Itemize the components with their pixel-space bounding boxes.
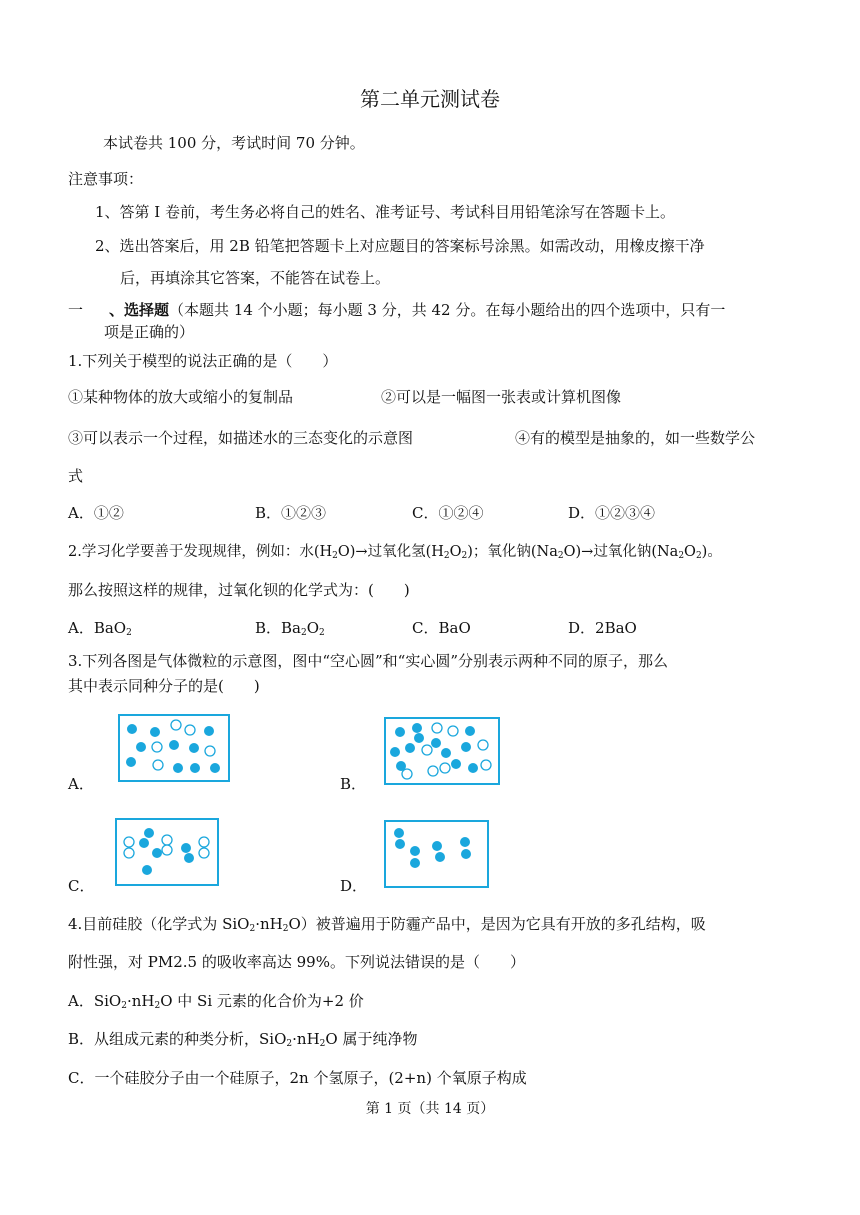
page-footer: 第 1 页（共 14 页）: [365, 1101, 495, 1117]
q2-option-b: B．$Ba_2O_2$: [255, 619, 325, 638]
particle-diagram-c: [117, 820, 217, 884]
q3-option-c-label: C．: [68, 877, 95, 895]
section-title: 、选择题: [109, 301, 170, 319]
q1-statement-2: ②可以是一幅图一张表或计算机图像: [381, 388, 622, 406]
q1-option-c: C．①②④: [412, 504, 484, 522]
q1-statement-4-cont: 式: [68, 467, 84, 485]
notice-item-2: 2、选出答案后，用 2B 铅笔把答题卡上对应题目的答案标号涂黑。如需改动，用橡皮擦干净: [95, 237, 705, 255]
q4-option-a: A．$SiO_2\cdot nH_2O$ 中 Si 元素的化合价为+2 价: [68, 992, 364, 1011]
q2-line-2: 那么按照这样的规律，过氧化钡的化学式为：( ): [68, 581, 410, 599]
q2-line-1: 2.学习化学要善于发现规律，例如：水$(H_2O)\to$过氧化氢$(H_2O_2)$；氧化钠$(Na_2O)\to$过氧化钠$(Na_2O_2)$。: [68, 544, 722, 561]
particle-diagram-a: [120, 716, 228, 780]
notice-label: 注意事项：: [68, 170, 144, 188]
q4-option-b: B．从组成元素的种类分析，$SiO_2\cdot nH_2O$ 属于纯净物: [68, 1030, 418, 1049]
q1-stem: 1.下列关于模型的说法正确的是（ ）: [68, 352, 338, 370]
particle-diagram-d: [386, 822, 487, 886]
intro-text: 本试卷共 100 分，考试时间 70 分钟。: [103, 134, 365, 152]
q1-option-a: A．①②: [68, 504, 124, 522]
section-desc-cont: 项是正确的）: [104, 323, 195, 341]
q3-figure-a: [118, 714, 230, 782]
q2-option-d: D．2BaO: [568, 619, 637, 637]
section-desc: （本题共 14 个小题；每小题 3 分，共 42 分。在每小题给出的四个选项中，只有一: [169, 301, 726, 319]
q4-line-2: 附性强，对 PM2.5 的吸收率高达 99%。下列说法错误的是（ ）: [68, 953, 525, 971]
q3-line-2: 其中表示同种分子的是( ): [68, 677, 260, 695]
q3-line-1: 3.下列各图是气体微粒的示意图，图中“空心圆”和“实心圆”分别表示两种不同的原子，那么: [68, 652, 668, 670]
q1-option-d: D．①②③④: [568, 504, 656, 522]
q1-statement-3: ③可以表示一个过程，如描述水的三态变化的示意图: [68, 429, 414, 447]
section-number: 一: [68, 301, 84, 319]
particle-diagram-b: [386, 719, 498, 783]
q4-option-c: C．一个硅胶分子由一个硅原子，2n 个氢原子，(2+n) 个氧原子构成: [68, 1069, 527, 1087]
section-heading: [68, 300, 725, 320]
q2-option-c: C．BaO: [412, 619, 471, 637]
q1-statement-4: ④有的模型是抽象的，如一些数学公: [515, 429, 756, 447]
q4-line-1: 4.目前硅胶（化学式为 $SiO_2\cdot nH_2O$）被普遍用于防霾产品中，是因为它具有开放的多孔结构，吸: [68, 915, 706, 934]
page-title: 第二单元测试卷: [360, 87, 500, 111]
notice-item-2-cont: 后，再填涂其它答案，不能答在试卷上。: [120, 269, 391, 287]
q3-option-b-label: B．: [340, 775, 367, 793]
q1-option-b: B．①②③: [255, 504, 327, 522]
q3-option-a-label: A．: [68, 775, 94, 793]
q1-statement-1: ①某种物体的放大或缩小的复制品: [68, 388, 294, 406]
q3-figure-c: [115, 818, 219, 886]
q2-option-a: A．BaO$_2$: [68, 619, 132, 638]
notice-item-1: 1、答第 I 卷前，考生务必将自己的姓名、准考证号、考试科目用铅笔涂写在答题卡上。: [95, 203, 676, 221]
q3-figure-d: [384, 820, 489, 888]
q3-option-d-label: D．: [340, 877, 368, 895]
q3-figure-b: [384, 717, 500, 785]
